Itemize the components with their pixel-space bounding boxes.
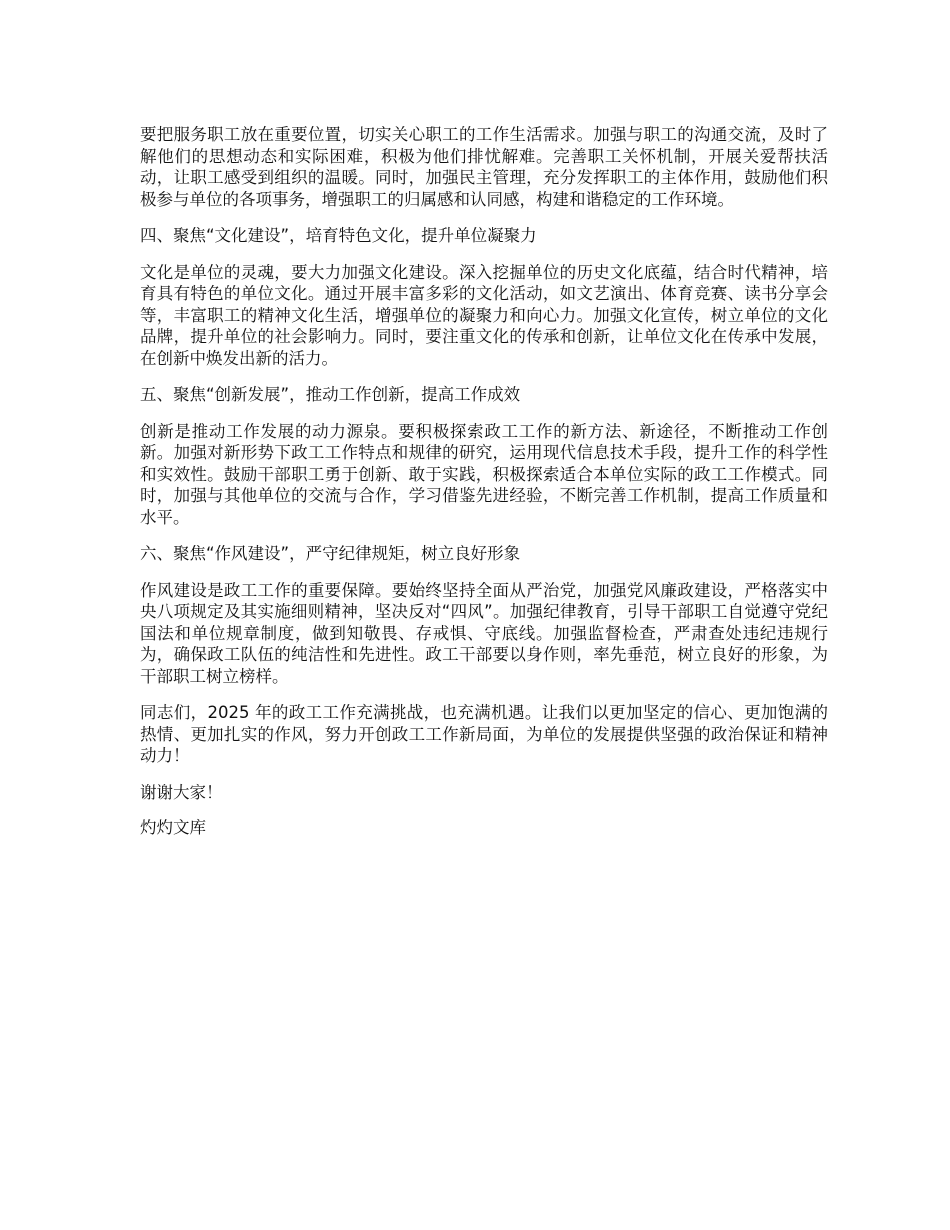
body-paragraph: 创新是推动工作发展的动力源泉。要积极探索政工工作的新方法、新途径，不断推动工作创新。加强对新形势下政工工作特点和规律的研究，运用现代信息技术手段，提升工作的科学性和实效性。鼓励干部职工勇于创新、敢于实践，积极探索适合本单位实际的政工工作模式。同时，加强与其他单位的交流与合作，学习借鉴先进经验，不断完善工作机制，提高工作质量和水平。: [140, 421, 828, 527]
section-heading: 四、聚焦“文化建设”，培育特色文化，提升单位凝聚力: [140, 226, 537, 245]
document-page: [140, 124, 828, 853]
body-paragraph: 文化是单位的灵魂，要大力加强文化建设。深入挖掘单位的历史文化底蕴，结合时代精神，培育具有特色的单位文化。通过开展丰富多彩的文化活动，如文艺演出、体育竞赛、读书分享会等，丰富职工的精神文化生活，增强单位的凝聚力和向心力。加强文化宣传，树立单位的文化品牌，提升单位的社会影响力。同时，要注重文化的传承和创新，让单位文化在传承中发展，在创新中焕发出新的活力。: [140, 262, 828, 368]
thanks-line: 谢谢大家！: [140, 782, 223, 802]
source-label: 灼灼文库: [140, 818, 206, 837]
section-heading: 五、聚焦“创新发展”，推动工作创新，提高工作成效: [140, 385, 521, 404]
section-heading: 六、聚焦“作风建设”，严守纪律规矩，树立良好形象: [140, 544, 521, 563]
body-paragraph: 作风建设是政工工作的重要保障。要始终坚持全面从严治党，加强党风廉政建设，严格落实中央八项规定及其实施细则精神，坚决反对“四风”。加强纪律教育，引导干部职工自觉遵守党纪国法和单位规章制度，做到知敬畏、存戒惧、守底线。加强监督检查，严肃查处违纪违规行为，确保政工队伍的纯洁性和先进性。政工干部要以身作则，率先垂范，树立良好的形象，为干部职工树立榜样。: [140, 580, 828, 686]
body-paragraph: 要把服务职工放在重要位置，切实关心职工的工作生活需求。加强与职工的沟通交流，及时了解他们的思想动态和实际困难，积极为他们排忧解难。完善职工关怀机制，开展关爱帮扶活动，让职工感受到组织的温暖。同时，加强民主管理，充分发挥职工的主体作用，鼓励他们积极参与单位的各项事务，增强职工的归属感和认同感，构建和谐稳定的工作环境。: [140, 125, 828, 209]
closing-paragraph: 同志们，2025 年的政工工作充满挑战，也充满机遇。让我们以更加坚定的信心、更加饱满的热情、更加扎实的作风，努力开创政工工作新局面，为单位的发展提供坚强的政治保证和精神动力！: [140, 703, 828, 765]
